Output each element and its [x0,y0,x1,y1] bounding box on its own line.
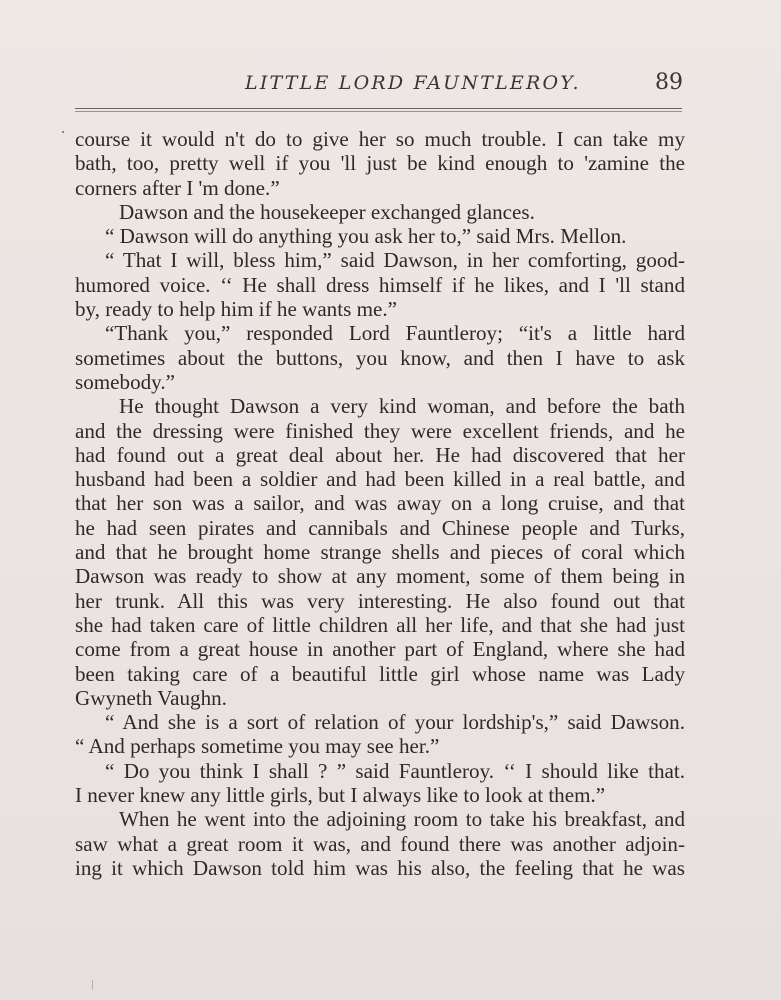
header-rule-thin [75,111,682,112]
text-line: “ Do you think I shall ? ” said Fauntleroy. ‘‘ I should like that. [105,758,685,783]
running-head [75,70,685,104]
text-line: humored voice. ‘‘ He shall dress himself if he likes, and I 'll stand [75,272,685,297]
text-line: Dawson and the housekeeper exchanged glances. [119,199,535,224]
paper-mark [92,980,93,990]
text-line: Dawson was ready to show at any moment, some of them being in [75,564,685,589]
text-line: that her son was a sailor, and was away on a long cruise, and that [75,491,685,516]
text-line: sometimes about the buttons, you know, and then I have to ask [75,345,685,370]
text-line: and that he brought home strange shells and pieces of coral which [75,540,685,565]
text-line: she had taken care of little children all her life, and that she had just [75,612,685,637]
text-line: been taking care of a beautiful little girl whose name was Lady [75,661,685,686]
text-line: course it would n't do to give her so much trouble. I can take my [75,127,685,151]
text-line: When he went into the adjoining room to take his breakfast, and [119,807,685,832]
text-line: corners after I 'm done.” [75,175,280,200]
text-line: come from a great house in another part of England, where she had [75,637,685,662]
text-line: ing it which Dawson told him was his also, the feeling that he was [75,855,685,880]
text-line: “ Dawson will do anything you ask her to,” said Mrs. Mellon. [105,224,627,249]
text-line: bath, too, pretty well if you 'll just be kind enough to 'zamine the [75,151,685,176]
text-line: “ And perhaps sometime you may see her.” [75,734,440,759]
running-title: LITTLE LORD FAUNTLEROY. [245,72,581,94]
header-rule [75,108,682,109]
text-line: “Thank you,” responded Lord Fauntleroy; “it's a little hard [105,321,685,346]
text-line: Gwyneth Vaughn. [75,685,227,710]
body-text [75,127,685,880]
text-line: he had seen pirates and cannibals and Chinese people and Turks, [75,515,685,540]
text-line: husband had been a soldier and had been killed in a real battle, and [75,467,685,492]
ink-speck [62,131,64,133]
text-line: saw what a great room it was, and found there was another adjoin- [75,831,685,856]
text-line: had found out a great deal about her. He had discovered that her [75,442,685,467]
text-line: “ And she is a sort of relation of your lordship's,” said Dawson. [105,710,685,735]
text-line: somebody.” [75,369,175,394]
text-line: and the dressing were finished they were excellent friends, and he [75,418,685,443]
text-line: her trunk. All this was very interesting. He also found out that [75,588,685,613]
text-line: “ That I will, bless him,” said Dawson, in her comforting, good- [105,248,685,273]
text-line: He thought Dawson a very kind woman, and before the bath [119,394,685,419]
text-line: by, ready to help him if he wants me.” [75,297,397,322]
page-number: 89 [655,70,683,95]
text-line: I never knew any little girls, but I always like to look at them.” [75,783,606,808]
